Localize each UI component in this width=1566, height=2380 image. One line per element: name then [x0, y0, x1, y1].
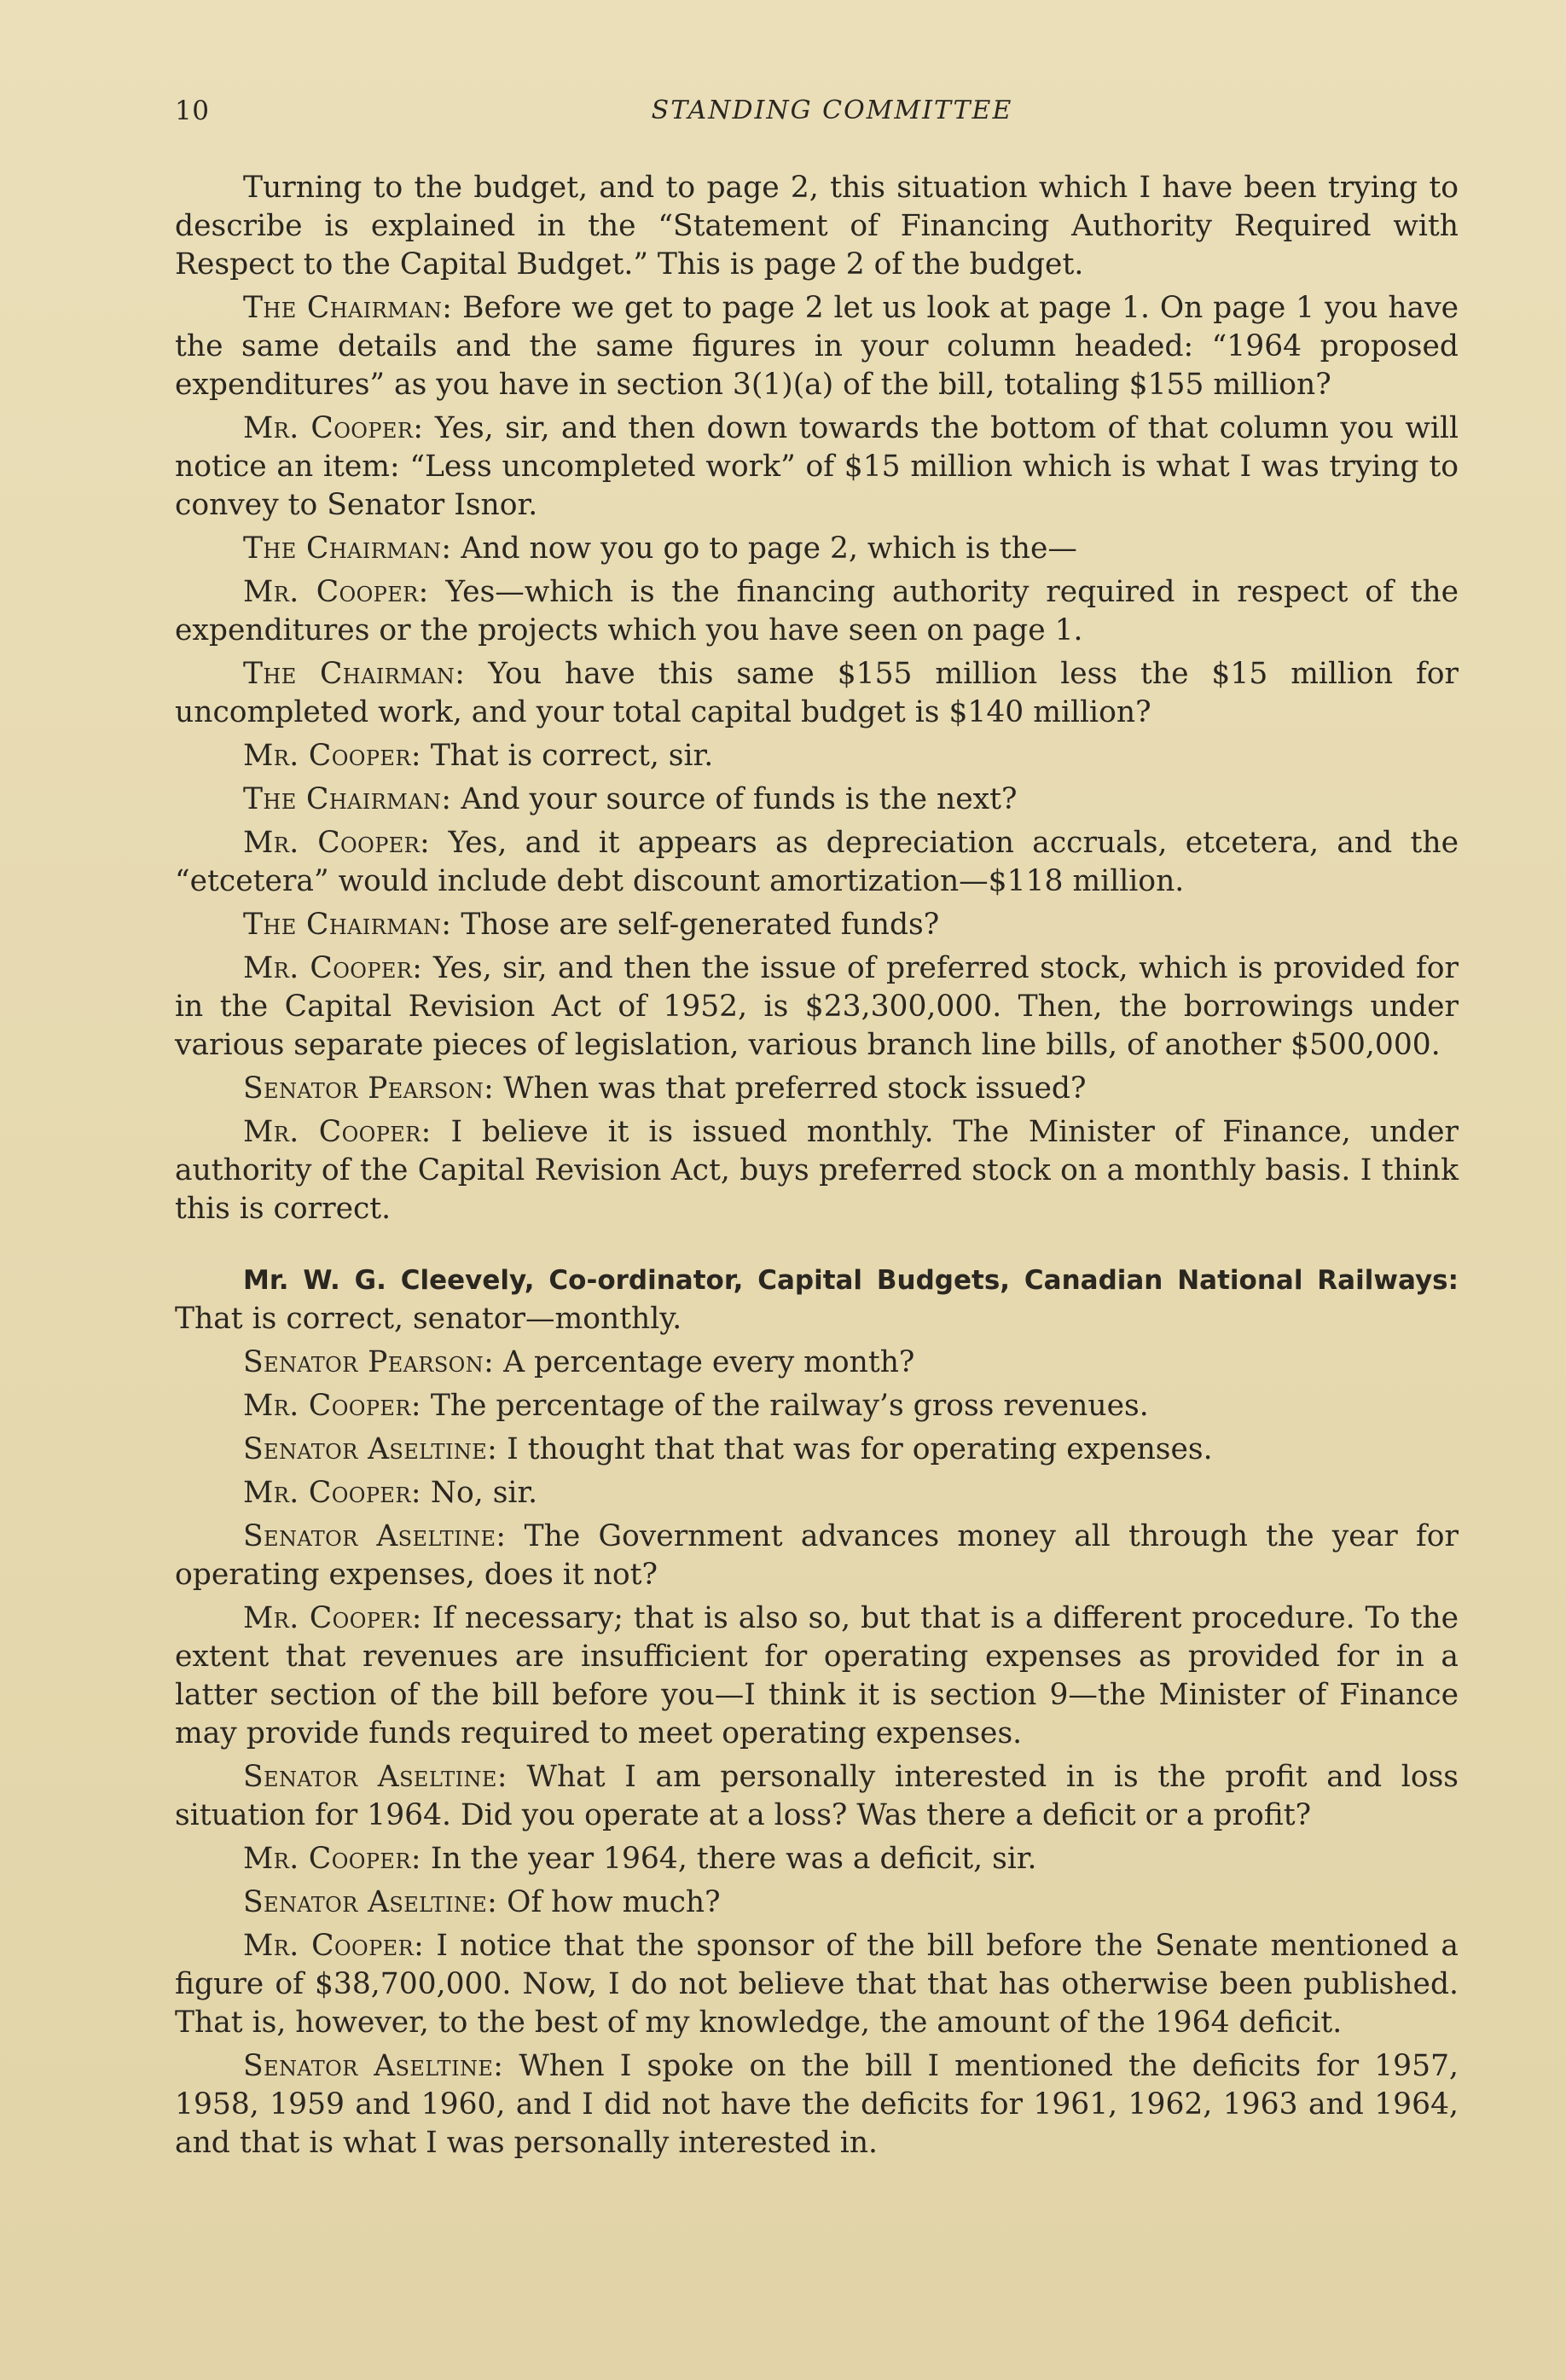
paragraph [175, 1387, 1459, 1425]
paragraph [175, 1344, 1459, 1382]
paragraph-text: I thought that that was for operating expenses. [507, 1432, 1213, 1466]
speaker-name: Senator Aseltine: [243, 1760, 508, 1794]
paragraph [175, 1758, 1459, 1835]
paragraph [175, 1884, 1459, 1922]
paragraph [175, 655, 1459, 732]
paragraph-text: That is correct, senator—monthly. [175, 1302, 682, 1336]
speaker-name: Mr. Cooper: [243, 951, 423, 985]
speaker-name: Senator Pearson: [243, 1345, 495, 1379]
speaker-name: Mr. Cooper: [243, 1389, 421, 1423]
paragraph-text: Yes, and it appears as depreciation accruals, etcetera, and the “etcetera” would include debt discount amortization—$118 million. [175, 826, 1459, 898]
speaker-name: The Chairman: [243, 531, 452, 566]
paragraph-text: Before we get to page 2 let us look at page 1. On page 1 you have the same details and the same figures in your column headed: “1964 proposed expenditures” as you have in section 3(1)(a) of the bill, totaling $155 million? [175, 291, 1459, 402]
paragraph-text: In the year 1964, there was a deficit, sir. [430, 1842, 1037, 1876]
paragraph [175, 409, 1459, 525]
paragraph-text: I believe it is issued monthly. The Minister of Finance, under authority of the Capital Revision Act, buys preferred stock on a monthly basis. I think this is correct. [175, 1115, 1459, 1226]
paragraph [175, 289, 1459, 404]
paragraph-text: The percentage of the railway’s gross revenues. [430, 1389, 1149, 1423]
paragraph-text: And your source of funds is the next? [461, 782, 1018, 816]
speaker-name: The Chairman: [243, 782, 452, 816]
speaker-name: Mr. Cooper: [243, 826, 431, 860]
speaker-name: Mr. Cooper: [243, 575, 429, 609]
speaker-name: Mr. Cooper: [243, 1929, 425, 1963]
paragraph [175, 824, 1459, 901]
paragraph-text: You have this same $155 million less the $15 million for uncompleted work, and your total capital budget is $140 million? [175, 657, 1459, 729]
paragraph-text: No, sir. [430, 1476, 538, 1510]
paragraph-text: Of how much? [507, 1885, 721, 1919]
paragraph [175, 781, 1459, 819]
speaker-name: Senator Pearson: [243, 1071, 495, 1106]
paragraph-text: I notice that the sponsor of the bill before the Senate mentioned a figure of $38,700,000. Now, I do not believe that that has otherwise been published. That is, however, to the best of my knowledge, the amount of the 1964 deficit. [175, 1929, 1459, 2040]
transcript-body [175, 169, 1459, 2168]
speaker-name: The Chairman: [243, 657, 466, 691]
paragraph-text: That is correct, sir. [430, 739, 714, 773]
speaker-name: The Chairman: [243, 291, 453, 325]
paragraph-text: Yes, sir, and then the issue of preferred stock, which is provided for in the Capital Revision Act of 1952, is $23,300,000. Then, the borrowings under various separate pieces of legislation, various branch line bills, of another $500,000. [175, 951, 1459, 1062]
speaker-name: Senator Aseltine: [243, 2049, 504, 2083]
paragraph-text: If necessary; that is also so, but that is a different procedure. To the extent that revenues are insufficient for operating expenses as provided for in a latter section of the bill before you—I think it is section 9—the Minister of Finance may provide funds required to meet operating expenses. [175, 1601, 1459, 1750]
paragraph [175, 737, 1459, 775]
paragraph [175, 2047, 1459, 2162]
paragraph [175, 1474, 1459, 1512]
paragraph-text: Those are self-generated funds? [461, 908, 940, 942]
speaker-name: Mr. Cooper: [243, 739, 421, 773]
paragraph [175, 949, 1459, 1065]
paragraph [175, 1518, 1459, 1594]
speaker-name: Mr. Cooper: [243, 411, 424, 445]
paragraph-text: Yes, sir, and then down towards the bottom of that column you will notice an item: “Less uncompleted work” of $15 million which is what I was trying to convey to Senator Isnor. [175, 411, 1459, 522]
paragraph [175, 1431, 1459, 1469]
paragraph [175, 1070, 1459, 1108]
paragraph [175, 906, 1459, 944]
paragraph-text: The Government advances money all through the year for operating expenses, does it not? [175, 1519, 1459, 1592]
speaker-name: Mr. Cooper: [243, 1601, 422, 1635]
speaker-name: Senator Aseltine: [243, 1519, 507, 1553]
paragraph-text: Yes—which is the financing authority required in respect of the expenditures or the projects which you have seen on page 1. [175, 575, 1459, 647]
paragraph-text: What I am personally interested in is the profit and loss situation for 1964. Did you operate at a loss? Was there a deficit or a profit? [175, 1760, 1459, 1832]
paragraph [175, 1113, 1459, 1228]
paragraph-text: When was that preferred stock issued? [503, 1071, 1087, 1106]
speaker-name: The Chairman: [243, 908, 452, 942]
paragraph [175, 530, 1459, 568]
witness-introduction: Mr. W. G. Cleevely, Co-ordinator, Capital Budgets, Canadian National Railways: [243, 1265, 1459, 1296]
paragraph [175, 1927, 1459, 2042]
speaker-name: Mr. Cooper: [243, 1115, 432, 1149]
paragraph [175, 1599, 1459, 1753]
paragraph [175, 169, 1459, 284]
running-head: STANDING COMMITTEE [651, 96, 1013, 125]
paragraph-text: Turning to the budget, and to page 2, this situation which I have been trying to describe is explained in the “Statement of Financing Authority Required with Respect to the Capital Budget.” This is page 2 of the budget. [175, 171, 1459, 282]
paragraph-text: A percentage every month? [503, 1345, 915, 1379]
paragraph [175, 1840, 1459, 1878]
paragraph-text: When I spoke on the bill I mentioned the deficits for 1957, 1958, 1959 and 1960, and I did not have the deficits for 1961, 1962, 1963 and 1964, and that is what I was personally interested in. [175, 2049, 1459, 2160]
page-header [175, 96, 1455, 136]
paragraph [175, 573, 1459, 650]
speaker-name: Mr. Cooper: [243, 1842, 421, 1876]
speaker-name: Senator Aseltine: [243, 1432, 498, 1466]
speaker-name: Mr. Cooper: [243, 1476, 421, 1510]
speaker-name: Senator Aseltine: [243, 1885, 498, 1919]
page-number: 10 [175, 96, 210, 126]
paragraph [175, 1261, 1459, 1338]
paragraph-text: And now you go to page 2, which is the— [461, 531, 1077, 566]
